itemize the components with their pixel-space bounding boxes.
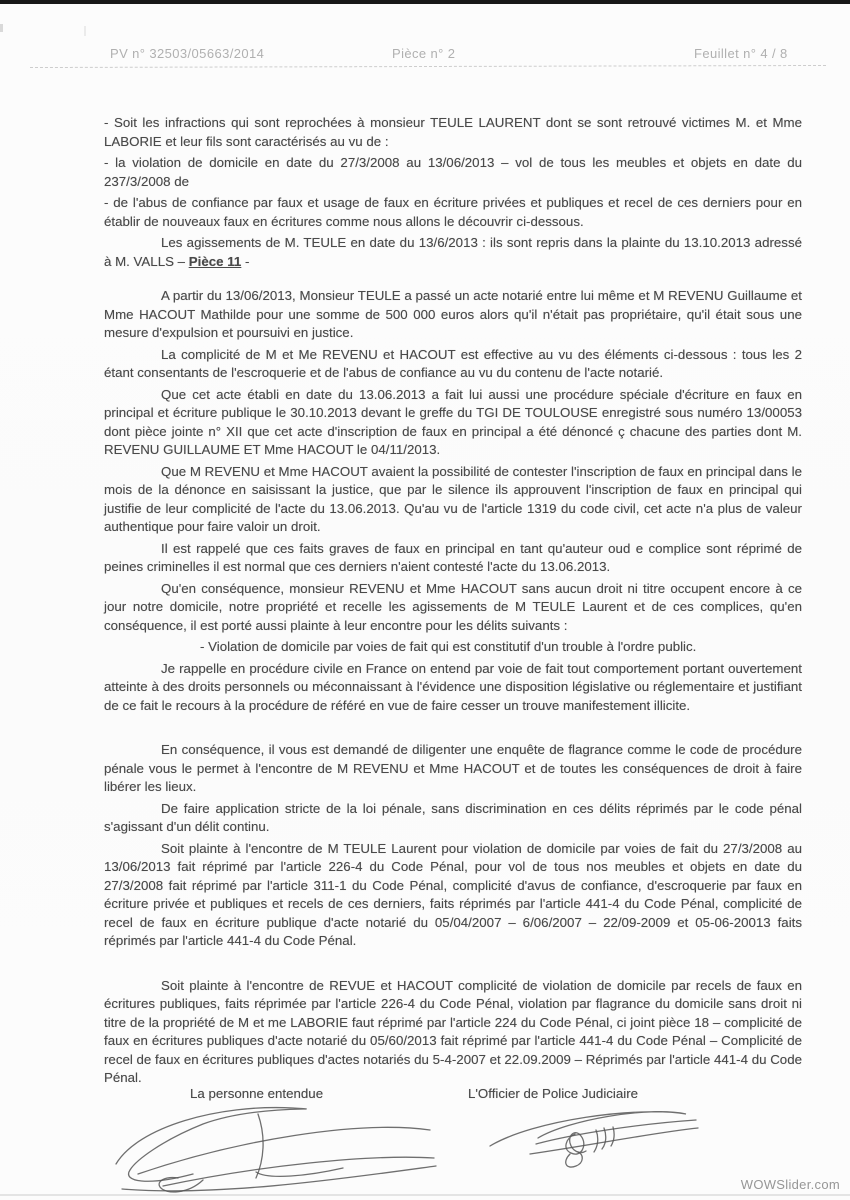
- paragraph-text: En conséquence, il vous est demandé de diligenter une enquête de flagrance comme le code de procédure pénale vous le permet à l'encontre de M REVENU et Mme HACOUT et de toutes les conséquences de droit à faire libérer les lieux.: [104, 742, 802, 794]
- document-body: [104, 114, 802, 1091]
- scan-edge-bar: [0, 0, 850, 4]
- paragraph: [104, 741, 802, 797]
- scan-artifact: [84, 26, 86, 36]
- paragraph-text: - Soit les infractions qui sont reprochées à monsieur TEULE LAURENT dont se sont retrouvé victimes M. et Mme LABORIE et leur fils sont caractérisés au vu de :: [104, 115, 802, 149]
- paragraph: [104, 114, 802, 151]
- paragraph: [104, 977, 802, 1088]
- paragraph: [104, 463, 802, 537]
- paragraph-text: Il est rappelé que ces faits graves de faux en principal en tant qu'auteur oud e complice sont réprimé de peines criminelles il est normal que ces derniers n'aient contesté l'acte du 13.06.2013.: [104, 540, 802, 574]
- signature-label-officer: L'Officier de Police Judiciaire: [468, 1086, 639, 1101]
- pv-number: PV n° 32503/05663/2014: [110, 46, 265, 61]
- signature-person-drawing: [108, 1102, 438, 1194]
- signature-officer-drawing: [478, 1104, 708, 1174]
- paragraph-text: - Violation de domicile par voies de fait qui est constitutif d'un trouble à l'ordre public.: [200, 639, 697, 654]
- paragraph-text: La complicité de M et Me REVENU et HACOUT est effective au vu des éléments ci-dessous : tous les 2 étant consentants de l'escroquerie et de l'abus de confiance au vu du contenu de l'acte notarié.: [104, 346, 802, 380]
- signature-label-person: La personne entendue: [190, 1086, 324, 1101]
- paragraph: [104, 234, 802, 271]
- paragraph: [104, 638, 802, 657]
- paragraph: [104, 154, 802, 191]
- paragraph-text: De faire application stricte de la loi pénale, sans discrimination en ces délits réprimés par le code pénal s'agissant d'un délit continu.: [104, 800, 802, 834]
- paragraph: [104, 800, 802, 837]
- piece-number: Pièce n° 2: [392, 46, 456, 61]
- paragraph-text: Soit plainte à l'encontre de REVUE et HACOUT complicité de violation de domicile par recels de faux en écritures publiques, faits réprimée par l'article 226-4 du Code Pénal, violation par flagrance du domicile sans droit ni titre de la propriété de M et me LABORIE faut réprimé par l'article 224 du Code Pénal, ci joint pièce 18 – complicité de faux en écritures publiques d'acte notarié du 05/60/2013 fait réprimé par l'article 441-4 du Code Pénal – Complicité de recel de faux en écritures publiques d'actes notariés du 5-4-2007 et 22.09.2009 – Réprimés par l'article 441-4 du Code Pénal.: [104, 977, 802, 1085]
- scan-bottom-rule: [0, 1194, 850, 1196]
- paragraph-text: - de l'abus de confiance par faux et usage de faux en écriture privées et publiques et recel de ces derniers pour en établir de nouveaux faux en écritures comme nous allons le découvrir ci-dessous.: [104, 195, 802, 229]
- paragraph: [104, 540, 802, 577]
- scan-artifact: [0, 24, 3, 32]
- paragraph-text: Soit plainte à l'encontre de M TEULE Laurent pour violation de domicile par voies de fait du 27/3/2008 au 13/06/2013 fait réprimé par l'article 226-4 du Code Pénal, pour vol de tous nos meubles et objets en date du 27/3/2008 fait réprimé par l'article 311-1 du Code Pénal, complicité d'avus de confiance, d'escroquerie par faux en écriture privée et publiques et recels de ces derniers, faits réprimés par l'article 441-4 du Code Pénal, complicité de recel de faux en écriture publique d'acte notarié du 05/04/2007 – 6/06/2007 – 22/09-2009 et 05-06-20013 faits réprimés par l'article 441-4 du Code Pénal.: [104, 840, 802, 948]
- paragraph: [104, 194, 802, 231]
- paragraph: [104, 840, 802, 951]
- paragraph: [104, 660, 802, 716]
- paragraph-text: Je rappelle en procédure civile en France on entend par voie de fait tout comportement portant ouvertement atteinte à des droits personnels ou méconnaissant à l'évidence une disposition législative ou réglementaire et justifiant de ce fait le recours à la procédure de référé en vue de faire cesser un trouve manifestement illicite.: [104, 660, 802, 713]
- paragraph-text: Les agissements de M. TEULE en date du 13/6/2013 : ils sont repris dans la plainte du 13.10.2013 adressé à M. VALLS –: [104, 235, 802, 269]
- paragraph: [104, 346, 802, 383]
- paragraph-text: - la violation de domicile en date du 27/3/2008 au 13/06/2013 – vol de tous les meubles et objets en date du 237/3/2008 de: [104, 155, 802, 189]
- paragraph-text: Que cet acte établi en date du 13.06.2013 a fait lui aussi une procédure spéciale d'écriture en faux en principal et écriture publique le 30.10.2013 devant le greffe du TGI DE TOULOUSE enregistré sous numéro 13/00053 dont pièce jointe n° XII que cet acte d'inscription de faux en principal a été dénoncé ç chacune des parties dont M. REVENU GUILLAUME ET Mme HACOUT le 04/11/2013.: [104, 386, 802, 457]
- paragraph-text: Qu'en conséquence, monsieur REVENU et Mme HACOUT sans aucun droit ni titre occupent encore à ce jour notre domicile, notre propriété et recelle les agissements de M TEULE Laurent et de ces complices, qu'en conséquence, il est porté aussi plainte à leur encontre pour les délits suivants :: [104, 580, 802, 633]
- watermark-link[interactable]: WOWSlider.com: [740, 1177, 840, 1192]
- signature-section: [0, 1086, 850, 1196]
- paragraph-text: -: [241, 253, 250, 269]
- paragraph-text: A partir du 13/06/2013, Monsieur TEULE a passé un acte notarié entre lui même et M REVENU Guillaume et Mme HACOUT Mathilde pour une somme de 500 000 euros alors qu'il n'était pas propriétaire, qu'il était sous une mesure d'expulsion et poursuivi en justice.: [104, 288, 802, 340]
- piece-reference: Pièce 11: [188, 253, 242, 269]
- paragraph: [104, 386, 802, 460]
- paragraph: [104, 287, 802, 343]
- paragraph: [104, 580, 802, 636]
- paragraph-text: Que M REVENU et Mme HACOUT avaient la possibilité de contester l'inscription de faux en principal dans le mois de la dénonce en saisissant la justice, que par le silence ils approuvent l'inscription de faux en principal qui justifie de leur complicité de l'acte du 13.06.2013. Qu'au vu de l'article 1319 du code civil, cet acte n'a plus de valeur authentique pour faire valoir un droit.: [104, 463, 802, 534]
- feuillet-number: Feuillet n° 4 / 8: [694, 46, 788, 61]
